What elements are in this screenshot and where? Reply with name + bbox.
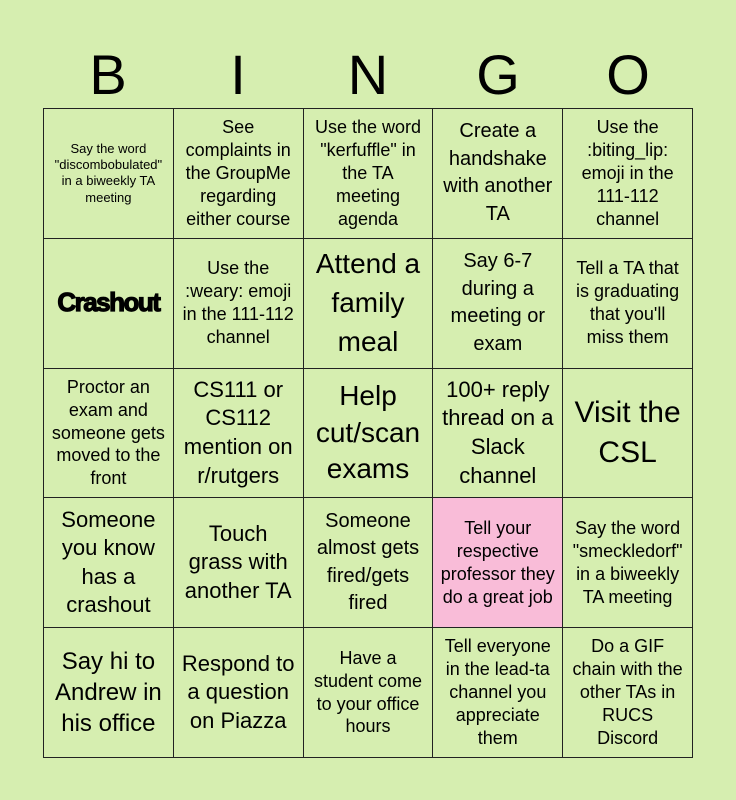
bingo-cell[interactable]: Tell everyone in the lead-ta channel you appreciate them [433,628,563,758]
bingo-cell[interactable]: Create a handshake with another TA [433,109,563,239]
bingo-cell[interactable]: Someone you know has a crashout [44,498,174,628]
header-letter-n: N [347,43,389,106]
bingo-cell[interactable]: Say hi to Andrew in his office [44,628,174,758]
bingo-cell[interactable]: Respond to a question on Piazza [174,628,304,758]
bingo-cell[interactable]: Use the :biting_lip: emoji in the 111-112 channel [563,109,693,239]
bingo-cell[interactable]: Say the word "smeckledorf" in a biweekly TA meeting [563,498,693,628]
bingo-cell[interactable]: Attend a family meal [304,239,434,369]
bingo-cell[interactable]: Say 6-7 during a meeting or exam [433,239,563,369]
bingo-cell[interactable]: Use the :weary: emoji in the 111-112 channel [174,239,304,369]
bingo-cell[interactable]: Say the word "discombobulated" in a biweekly TA meeting [44,109,174,239]
bingo-cell[interactable]: Do a GIF chain with the other TAs in RUCS Discord [563,628,693,758]
bingo-cell[interactable]: Proctor an exam and someone gets moved to the front [44,369,174,499]
bingo-header [43,44,693,106]
header-letter-o: O [606,43,650,106]
bingo-cell[interactable]: Tell a TA that is graduating that you'll miss them [563,239,693,369]
bingo-cell[interactable]: Crashout [44,239,174,369]
bingo-cell-highlighted[interactable]: Tell your respective professor they do a great job [433,498,563,628]
bingo-cell[interactable]: Use the word "kerfuffle" in the TA meeting agenda [304,109,434,239]
header-letter-g: G [476,43,520,106]
header-letter-b: B [89,43,127,106]
bingo-cell[interactable]: See complaints in the GroupMe regarding either course [174,109,304,239]
bingo-cell[interactable]: Have a student come to your office hours [304,628,434,758]
bingo-cell[interactable]: Help cut/scan exams [304,369,434,499]
bingo-cell[interactable]: 100+ reply thread on a Slack channel [433,369,563,499]
bingo-cell[interactable]: CS111 or CS112 mention on r/rutgers [174,369,304,499]
bingo-cell[interactable]: Touch grass with another TA [174,498,304,628]
bingo-cell[interactable]: Visit the CSL [563,369,693,499]
bingo-cell[interactable]: Someone almost gets fired/gets fired [304,498,434,628]
header-letter-i: I [230,43,246,106]
bingo-grid [43,108,693,758]
